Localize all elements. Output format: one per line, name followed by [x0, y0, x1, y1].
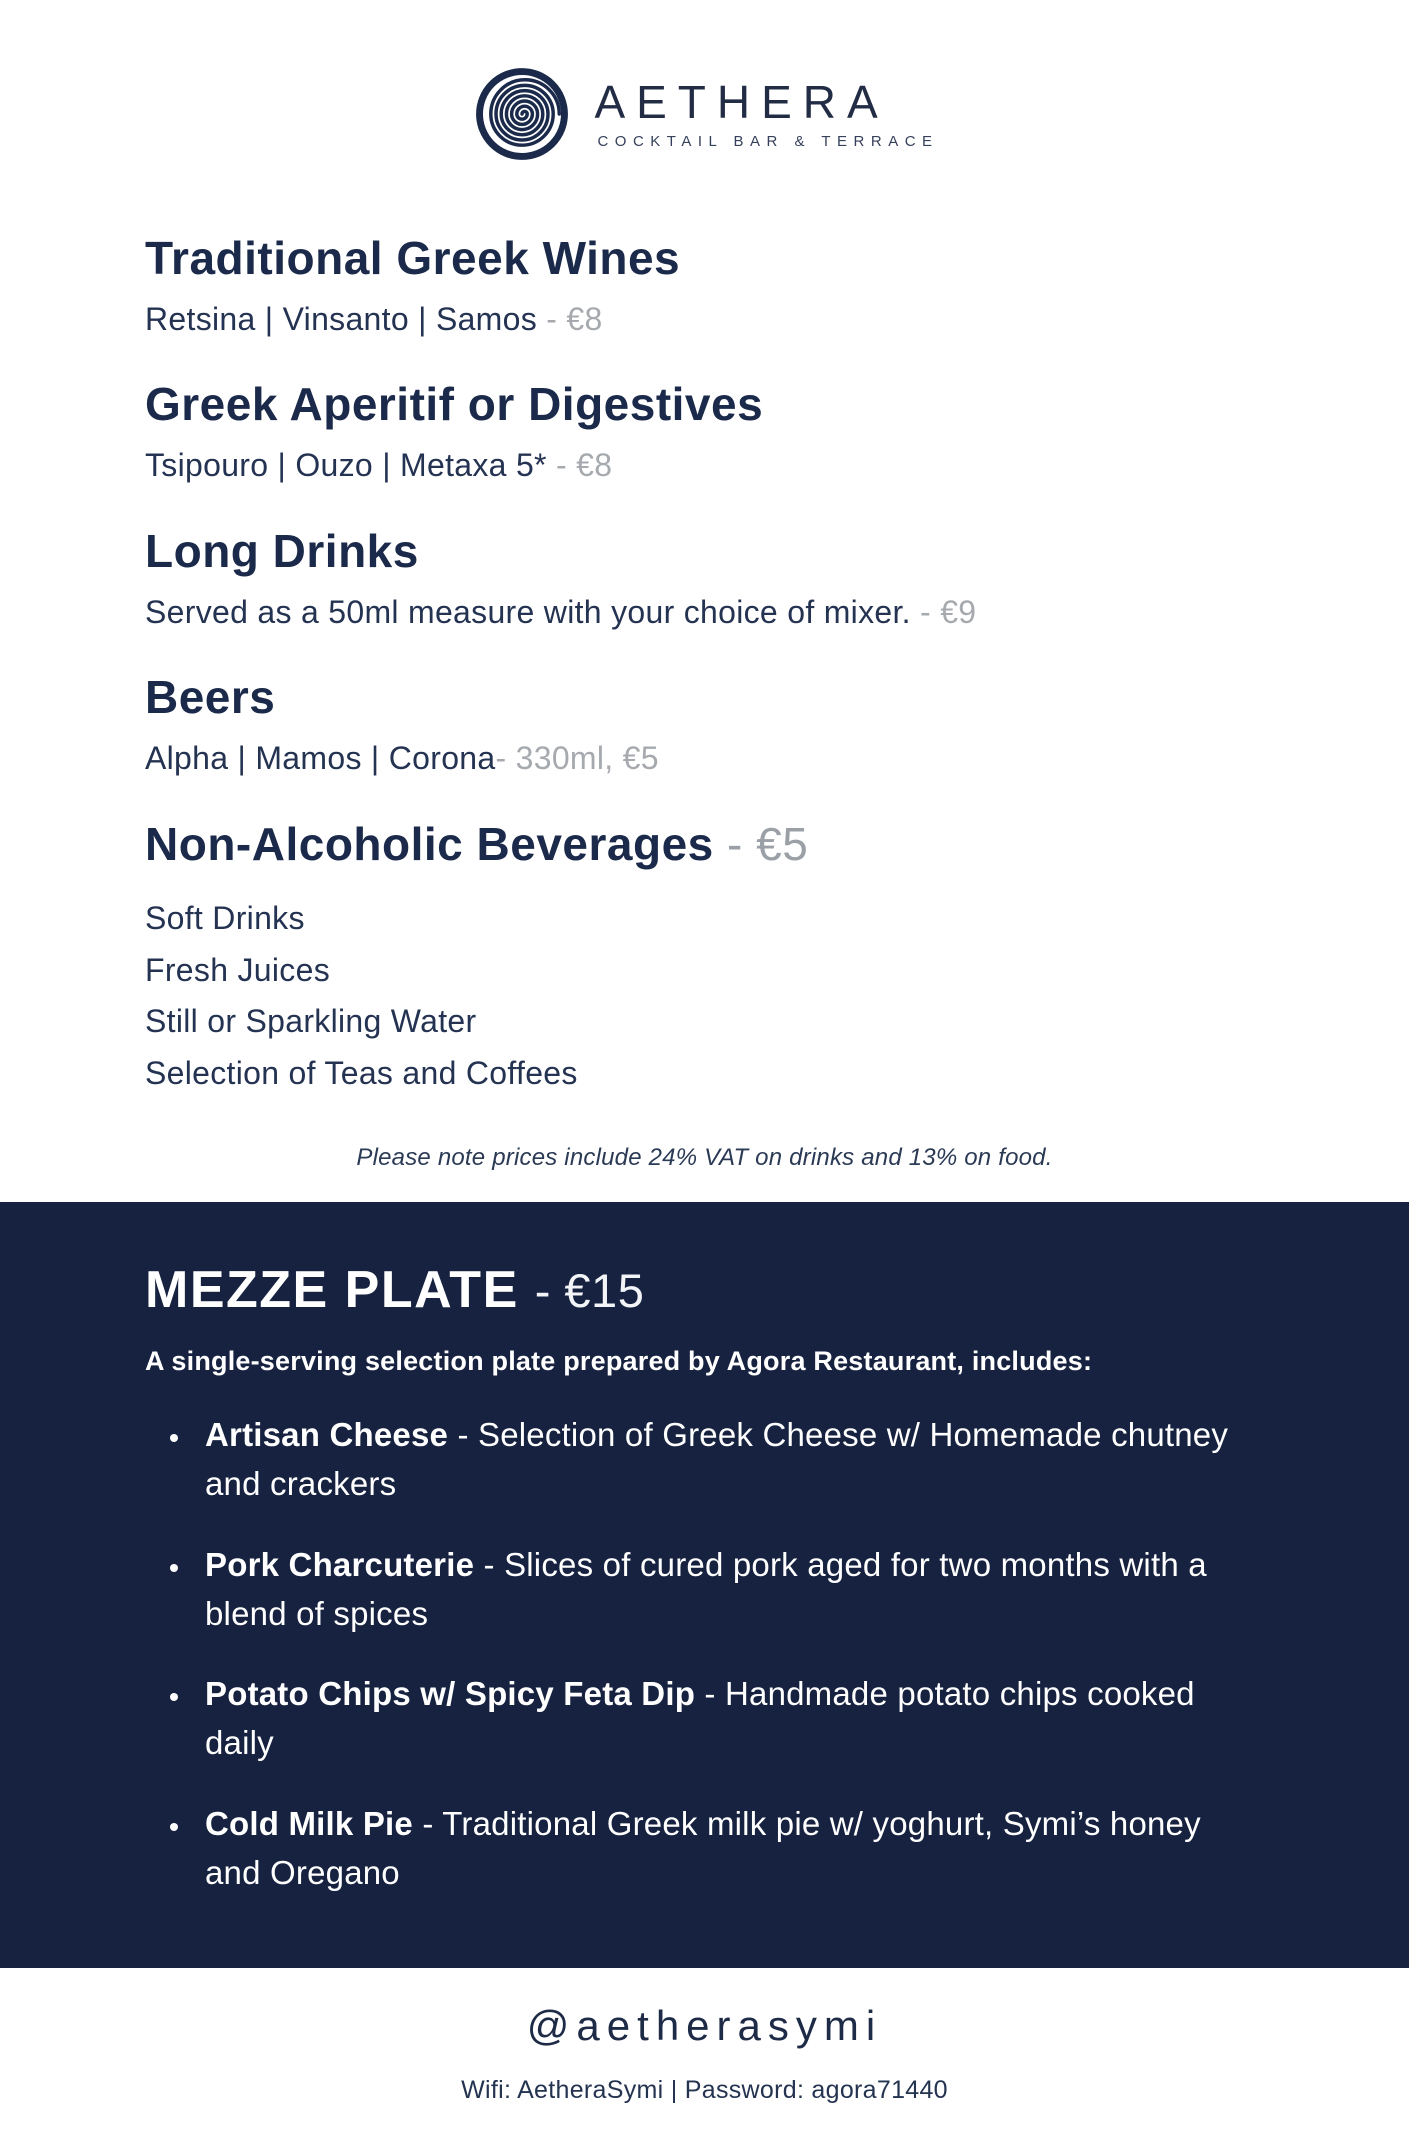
mezze-item-name: Potato Chips w/ Spicy Feta Dip [205, 1675, 696, 1713]
mezze-title [145, 1260, 1259, 1320]
mezze-item-cold-milk-pie [193, 1800, 1259, 1898]
wifi-info: Wifi: AetheraSymi | Password: agora71440 [461, 2075, 948, 2104]
mezze-subtitle: A single-serving selection plate prepared by Agora Restaurant, includes: [145, 1346, 1093, 1377]
mezze-item-desc: - Slices of cured pork aged for two months with a blend of spices [205, 1545, 1207, 1632]
instagram-handle: @aetherasymi [526, 2001, 883, 2049]
mezze-item-name: Pork Charcuterie [205, 1545, 475, 1583]
mezze-item-desc: - Handmade potato chips cooked daily [205, 1675, 1195, 1762]
spiral-logo-icon [470, 62, 574, 166]
drinks-menu [0, 166, 1409, 1100]
section-title-greek-aperitif: Greek Aperitif or Digestives [145, 378, 764, 431]
section-detail-beers [145, 738, 1259, 780]
brand-tagline: COCKTAIL BAR & TERRACE [597, 132, 939, 150]
detail-text: Served as a 50ml measure with your choice of mixer. [145, 593, 921, 630]
mezze-item-desc: - Traditional Greek milk pie w/ yoghurt, Symi’s honey and Oregano [205, 1805, 1201, 1891]
mezze-item-potato-chips [193, 1670, 1259, 1768]
section-detail-traditional-greek-wines [145, 299, 1259, 341]
title-text: Non-Alcoholic Beverages [145, 817, 714, 870]
brand-name: AETHERA [594, 76, 889, 129]
non-alcoholic-list [145, 893, 1259, 1100]
title-price-text: - €5 [713, 817, 809, 870]
price-text: - €9 [920, 593, 977, 630]
detail-text: Tsipouro | Ouzo | Metaxa 5* [145, 447, 547, 484]
brand-header [0, 62, 1409, 166]
section-detail-greek-aperitif [145, 445, 1259, 487]
mezze-item-desc: - Selection of Greek Cheese w/ Homemade chutney and crackers [205, 1416, 1229, 1502]
price-text: - €8 [546, 447, 613, 484]
brand-text [594, 78, 938, 149]
mezze-price-text: - €15 [534, 1264, 645, 1318]
mezze-item-pork-charcuterie [193, 1541, 1259, 1639]
section-title-beers: Beers [145, 671, 276, 724]
mezze-item-name: Artisan Cheese [205, 1416, 449, 1454]
non-alcoholic-item: Still or Sparkling Water [145, 1003, 477, 1040]
mezze-title-text: MEZZE PLATE [145, 1261, 519, 1320]
mezze-item-artisan-cheese [193, 1411, 1259, 1509]
section-title-traditional-greek-wines: Traditional Greek Wines [145, 232, 681, 284]
mezze-item-name: Cold Milk Pie [205, 1805, 413, 1843]
vat-note: Please note prices include 24% VAT on drinks and 13% on food. [356, 1144, 1053, 1172]
price-text: - 330ml, €5 [495, 740, 659, 777]
non-alcoholic-item: Selection of Teas and Coffees [145, 1055, 578, 1092]
page-footer [0, 1968, 1409, 2131]
non-alcoholic-item: Soft Drinks [145, 899, 305, 936]
price-text: - €8 [537, 300, 603, 337]
mezze-plate-section [0, 1202, 1409, 1968]
section-detail-long-drinks [145, 592, 1259, 634]
detail-text: Retsina | Vinsanto | Samos [145, 300, 538, 337]
section-title-long-drinks: Long Drinks [145, 524, 419, 577]
section-title-non-alcoholic [145, 818, 1259, 871]
non-alcoholic-item: Fresh Juices [145, 951, 330, 988]
detail-text: Alpha | Mamos | Corona [145, 740, 496, 777]
mezze-items-list [145, 1411, 1259, 1898]
